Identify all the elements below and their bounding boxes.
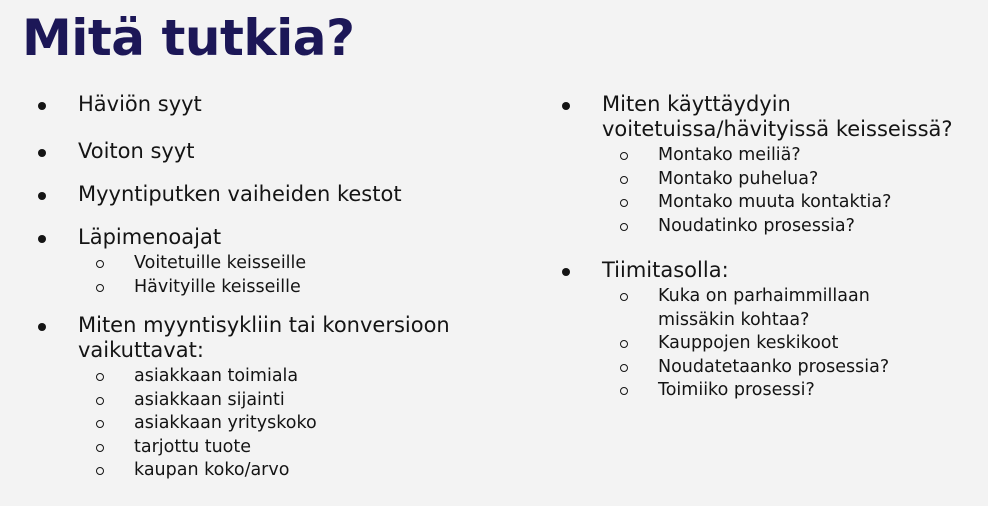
sub-list [78,252,538,299]
page-title: Mitä tutkia? [22,9,355,67]
list-item-label: Läpimenoajat [78,225,222,249]
bullet-icon [38,192,46,200]
circle-bullet-icon [96,397,104,405]
sub-list-item: Voitetuille keisseille [78,252,538,276]
sub-list-item: Kuka on parhaimmillaan missäkin kohtaa? [602,285,902,332]
bullet-icon [38,102,46,110]
circle-bullet-icon [620,199,628,207]
sub-list [602,285,902,403]
list-item-label: Häviön syyt [78,92,202,116]
sub-list-item: Kauppojen keskikoot [602,332,902,356]
circle-bullet-icon [96,373,104,381]
sub-list-item: Noudatetaanko prosessia? [602,356,902,380]
left-bullet-list [38,92,538,483]
sub-list-item: asiakkaan toimiala [78,365,508,389]
sub-list-item: asiakkaan yrityskoko [78,412,508,436]
list-item [38,182,538,207]
right-bullet-list [562,92,982,403]
list-item [38,139,538,164]
list-item [562,258,982,403]
bullet-icon [562,102,570,110]
circle-bullet-icon [96,260,104,268]
list-item-label: Miten myyntisykliin tai konversioon vaikuttavat: [78,313,450,362]
list-item-label: Miten käyttäydyin voitetuissa/hävityissä keisseissä? [602,92,953,141]
circle-bullet-icon [620,293,628,301]
sub-list-item: Toimiiko prosessi? [602,379,902,403]
sub-list-item: tarjottu tuote [78,436,508,460]
list-item [562,92,988,238]
sub-list-item: asiakkaan sijainti [78,389,508,413]
circle-bullet-icon [96,444,104,452]
circle-bullet-icon [620,387,628,395]
list-item-label: Voiton syyt [78,139,195,163]
bullet-icon [38,149,46,157]
sub-list-item: kaupan koko/arvo [78,459,508,483]
circle-bullet-icon [96,420,104,428]
sub-list-item: Montako muuta kontaktia? [602,191,988,215]
bullet-icon [562,268,570,276]
circle-bullet-icon [620,152,628,160]
circle-bullet-icon [620,364,628,372]
sub-list-item: Noudatinko prosessia? [602,215,988,239]
list-item-label: Myyntiputken vaiheiden kestot [78,182,402,206]
sub-list [602,144,988,238]
bullet-icon [38,235,46,243]
bullet-icon [38,323,46,331]
sub-list [78,365,508,483]
circle-bullet-icon [96,467,104,475]
sub-list-item: Montako meiliä? [602,144,988,168]
sub-list-item: Hävityille keisseille [78,276,538,300]
sub-list-item: Montako puhelua? [602,168,988,192]
list-item [38,92,538,117]
list-item [38,313,508,483]
circle-bullet-icon [96,284,104,292]
circle-bullet-icon [620,340,628,348]
list-item-label: Tiimitasolla: [602,258,729,282]
circle-bullet-icon [620,176,628,184]
circle-bullet-icon [620,223,628,231]
list-item [38,225,538,299]
